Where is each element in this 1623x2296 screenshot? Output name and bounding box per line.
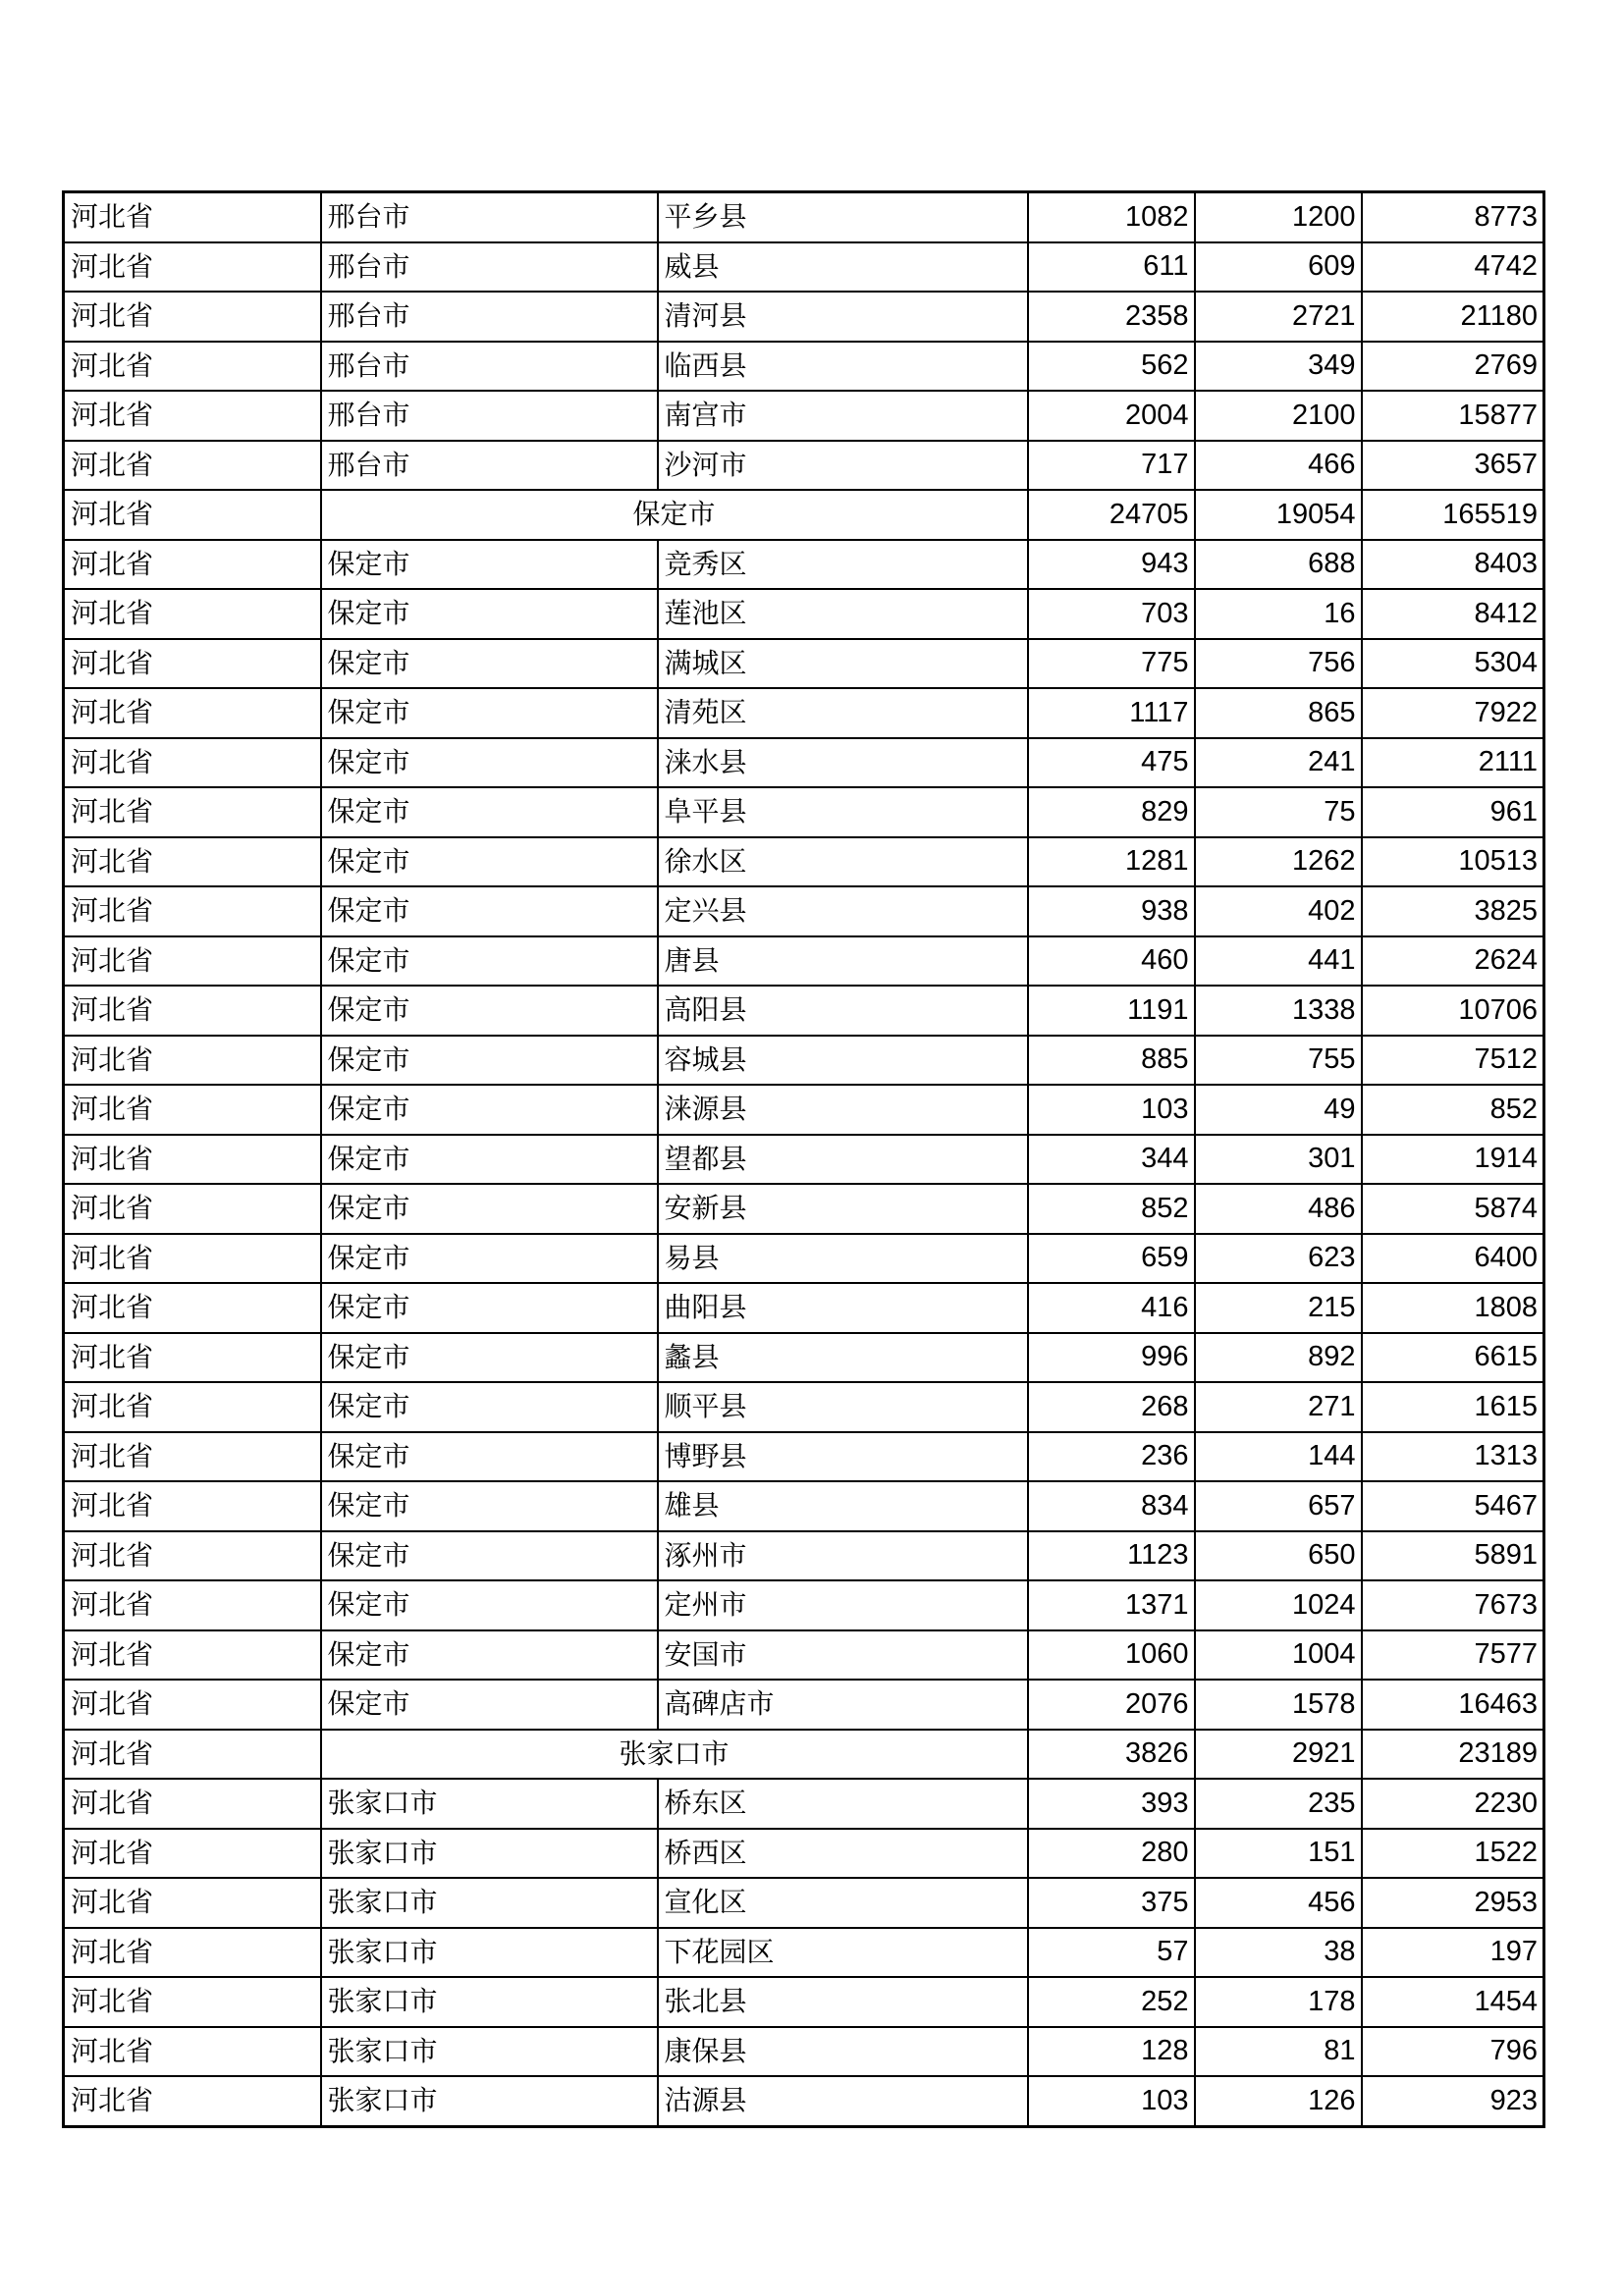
city-cell: 邢台市 (321, 441, 658, 491)
province-cell: 河北省 (64, 342, 321, 392)
table-row (64, 886, 1544, 936)
province-cell: 河北省 (64, 192, 321, 242)
value-cell-1: 3826 (1028, 1730, 1195, 1780)
value-cell-3: 197 (1362, 1928, 1544, 1978)
county-cell: 阜平县 (658, 787, 1028, 837)
value-cell-1: 375 (1028, 1878, 1195, 1928)
city-subtotal-cell: 保定市 (321, 490, 1028, 540)
value-cell-1: 2358 (1028, 292, 1195, 342)
value-cell-1: 475 (1028, 738, 1195, 788)
county-cell: 满城区 (658, 639, 1028, 689)
province-cell: 河北省 (64, 540, 321, 590)
value-cell-1: 996 (1028, 1333, 1195, 1383)
value-cell-2: 301 (1195, 1135, 1362, 1185)
value-cell-2: 688 (1195, 540, 1362, 590)
county-cell: 容城县 (658, 1036, 1028, 1086)
county-cell: 清河县 (658, 292, 1028, 342)
city-cell: 保定市 (321, 1580, 658, 1630)
city-cell: 保定市 (321, 1036, 658, 1086)
province-cell: 河北省 (64, 242, 321, 293)
value-cell-1: 280 (1028, 1829, 1195, 1879)
province-cell: 河北省 (64, 2076, 321, 2126)
value-cell-2: 2921 (1195, 1730, 1362, 1780)
table-row (64, 1036, 1544, 1086)
table-row (64, 1531, 1544, 1581)
value-cell-3: 8773 (1362, 192, 1544, 242)
city-cell: 保定市 (321, 1432, 658, 1482)
province-cell: 河北省 (64, 1829, 321, 1879)
value-cell-3: 5874 (1362, 1184, 1544, 1234)
county-cell: 竞秀区 (658, 540, 1028, 590)
city-cell: 张家口市 (321, 2076, 658, 2126)
value-cell-1: 703 (1028, 589, 1195, 639)
county-cell: 康保县 (658, 2027, 1028, 2077)
value-cell-2: 349 (1195, 342, 1362, 392)
value-cell-1: 1281 (1028, 837, 1195, 887)
value-cell-2: 38 (1195, 1928, 1362, 1978)
province-cell: 河北省 (64, 490, 321, 540)
city-cell: 保定市 (321, 1481, 658, 1531)
table-row (64, 639, 1544, 689)
value-cell-1: 2076 (1028, 1680, 1195, 1730)
value-cell-3: 10513 (1362, 837, 1544, 887)
province-cell: 河北省 (64, 986, 321, 1036)
province-cell: 河北省 (64, 936, 321, 987)
city-cell: 保定市 (321, 837, 658, 887)
value-cell-3: 21180 (1362, 292, 1544, 342)
value-cell-1: 938 (1028, 886, 1195, 936)
city-cell: 邢台市 (321, 192, 658, 242)
value-cell-2: 456 (1195, 1878, 1362, 1928)
city-cell: 邢台市 (321, 242, 658, 293)
value-cell-2: 19054 (1195, 490, 1362, 540)
province-cell: 河北省 (64, 1928, 321, 1978)
county-cell: 唐县 (658, 936, 1028, 987)
city-cell: 张家口市 (321, 1977, 658, 2027)
city-cell: 保定市 (321, 1680, 658, 1730)
county-cell: 涿州市 (658, 1531, 1028, 1581)
value-cell-1: 1082 (1028, 192, 1195, 242)
province-cell: 河北省 (64, 1630, 321, 1681)
table-row (64, 1382, 1544, 1432)
province-cell: 河北省 (64, 639, 321, 689)
table-row (64, 391, 1544, 441)
province-cell: 河北省 (64, 1085, 321, 1135)
value-cell-2: 650 (1195, 1531, 1362, 1581)
province-cell: 河北省 (64, 441, 321, 491)
county-cell: 桥东区 (658, 1779, 1028, 1829)
value-cell-3: 7673 (1362, 1580, 1544, 1630)
city-cell: 邢台市 (321, 391, 658, 441)
table-row (64, 688, 1544, 738)
value-cell-1: 775 (1028, 639, 1195, 689)
value-cell-1: 659 (1028, 1234, 1195, 1284)
county-cell: 雄县 (658, 1481, 1028, 1531)
value-cell-2: 235 (1195, 1779, 1362, 1829)
county-cell: 临西县 (658, 342, 1028, 392)
value-cell-1: 1117 (1028, 688, 1195, 738)
province-cell: 河北省 (64, 1036, 321, 1086)
county-cell: 易县 (658, 1234, 1028, 1284)
value-cell-3: 4742 (1362, 242, 1544, 293)
value-cell-1: 236 (1028, 1432, 1195, 1482)
subtotal-row (64, 1730, 1544, 1780)
table-row (64, 1432, 1544, 1482)
city-subtotal-cell: 张家口市 (321, 1730, 1028, 1780)
value-cell-2: 241 (1195, 738, 1362, 788)
table-row (64, 2027, 1544, 2077)
value-cell-2: 402 (1195, 886, 1362, 936)
value-cell-3: 23189 (1362, 1730, 1544, 1780)
value-cell-2: 623 (1195, 1234, 1362, 1284)
table-row (64, 986, 1544, 1036)
table-row (64, 1184, 1544, 1234)
value-cell-2: 2100 (1195, 391, 1362, 441)
value-cell-1: 460 (1028, 936, 1195, 987)
province-cell: 河北省 (64, 1234, 321, 1284)
value-cell-3: 165519 (1362, 490, 1544, 540)
city-cell: 张家口市 (321, 1779, 658, 1829)
value-cell-1: 128 (1028, 2027, 1195, 2077)
province-cell: 河北省 (64, 1531, 321, 1581)
table-row (64, 1829, 1544, 1879)
city-cell: 保定市 (321, 1135, 658, 1185)
county-cell: 安新县 (658, 1184, 1028, 1234)
value-cell-3: 796 (1362, 2027, 1544, 2077)
province-cell: 河北省 (64, 1680, 321, 1730)
value-cell-3: 5304 (1362, 639, 1544, 689)
value-cell-1: 344 (1028, 1135, 1195, 1185)
value-cell-2: 1338 (1195, 986, 1362, 1036)
value-cell-1: 834 (1028, 1481, 1195, 1531)
value-cell-3: 8403 (1362, 540, 1544, 590)
province-cell: 河北省 (64, 589, 321, 639)
province-cell: 河北省 (64, 292, 321, 342)
value-cell-3: 1615 (1362, 1382, 1544, 1432)
city-cell: 保定市 (321, 1283, 658, 1333)
table-row (64, 540, 1544, 590)
value-cell-1: 268 (1028, 1382, 1195, 1432)
value-cell-1: 885 (1028, 1036, 1195, 1086)
table-row (64, 1333, 1544, 1383)
value-cell-3: 923 (1362, 2076, 1544, 2126)
county-cell: 涞源县 (658, 1085, 1028, 1135)
table-row (64, 2076, 1544, 2126)
value-cell-1: 393 (1028, 1779, 1195, 1829)
province-cell: 河北省 (64, 1878, 321, 1928)
city-cell: 保定市 (321, 986, 658, 1036)
table-row (64, 1977, 1544, 2027)
table-row (64, 441, 1544, 491)
city-cell: 张家口市 (321, 2027, 658, 2077)
value-cell-1: 1191 (1028, 986, 1195, 1036)
city-cell: 保定市 (321, 1085, 658, 1135)
value-cell-2: 49 (1195, 1085, 1362, 1135)
province-cell: 河北省 (64, 2027, 321, 2077)
city-cell: 邢台市 (321, 342, 658, 392)
value-cell-2: 2721 (1195, 292, 1362, 342)
county-cell: 桥西区 (658, 1829, 1028, 1879)
value-cell-2: 1262 (1195, 837, 1362, 887)
county-cell: 下花园区 (658, 1928, 1028, 1978)
value-cell-1: 103 (1028, 2076, 1195, 2126)
value-cell-2: 1004 (1195, 1630, 1362, 1681)
county-cell: 曲阳县 (658, 1283, 1028, 1333)
value-cell-1: 252 (1028, 1977, 1195, 2027)
value-cell-1: 611 (1028, 242, 1195, 293)
province-cell: 河北省 (64, 1333, 321, 1383)
county-cell: 平乡县 (658, 192, 1028, 242)
county-cell: 清苑区 (658, 688, 1028, 738)
city-cell: 保定市 (321, 1333, 658, 1383)
province-cell: 河北省 (64, 837, 321, 887)
table-row (64, 1481, 1544, 1531)
value-cell-3: 7512 (1362, 1036, 1544, 1086)
table-row (64, 1878, 1544, 1928)
value-cell-2: 75 (1195, 787, 1362, 837)
value-cell-2: 151 (1195, 1829, 1362, 1879)
city-cell: 保定市 (321, 738, 658, 788)
data-table (62, 190, 1545, 2128)
value-cell-1: 103 (1028, 1085, 1195, 1135)
value-cell-1: 416 (1028, 1283, 1195, 1333)
province-cell: 河北省 (64, 1481, 321, 1531)
city-cell: 保定市 (321, 688, 658, 738)
province-cell: 河北省 (64, 1283, 321, 1333)
province-cell: 河北省 (64, 738, 321, 788)
county-cell: 顺平县 (658, 1382, 1028, 1432)
value-cell-2: 441 (1195, 936, 1362, 987)
table-row (64, 1680, 1544, 1730)
city-cell: 保定市 (321, 787, 658, 837)
value-cell-2: 81 (1195, 2027, 1362, 2077)
province-cell: 河北省 (64, 391, 321, 441)
county-cell: 蠡县 (658, 1333, 1028, 1383)
value-cell-2: 657 (1195, 1481, 1362, 1531)
subtotal-row (64, 490, 1544, 540)
province-cell: 河北省 (64, 1432, 321, 1482)
county-cell: 安国市 (658, 1630, 1028, 1681)
table-row (64, 738, 1544, 788)
city-cell: 保定市 (321, 1382, 658, 1432)
table-row (64, 787, 1544, 837)
province-cell: 河北省 (64, 787, 321, 837)
county-cell: 沽源县 (658, 2076, 1028, 2126)
province-cell: 河北省 (64, 1135, 321, 1185)
value-cell-2: 1200 (1195, 192, 1362, 242)
value-cell-1: 24705 (1028, 490, 1195, 540)
value-cell-2: 126 (1195, 2076, 1362, 2126)
value-cell-2: 865 (1195, 688, 1362, 738)
table-row (64, 342, 1544, 392)
county-cell: 高碑店市 (658, 1680, 1028, 1730)
county-cell: 高阳县 (658, 986, 1028, 1036)
table-row (64, 1630, 1544, 1681)
table-row (64, 292, 1544, 342)
value-cell-3: 1313 (1362, 1432, 1544, 1482)
province-cell: 河北省 (64, 1779, 321, 1829)
city-cell: 保定市 (321, 886, 658, 936)
county-cell: 威县 (658, 242, 1028, 293)
city-cell: 张家口市 (321, 1928, 658, 1978)
value-cell-3: 852 (1362, 1085, 1544, 1135)
value-cell-2: 271 (1195, 1382, 1362, 1432)
city-cell: 邢台市 (321, 292, 658, 342)
table-row (64, 1928, 1544, 1978)
table-row (64, 1580, 1544, 1630)
county-cell: 沙河市 (658, 441, 1028, 491)
value-cell-2: 1578 (1195, 1680, 1362, 1730)
county-cell: 徐水区 (658, 837, 1028, 887)
city-cell: 保定市 (321, 1531, 658, 1581)
value-cell-2: 892 (1195, 1333, 1362, 1383)
value-cell-2: 755 (1195, 1036, 1362, 1086)
city-cell: 保定市 (321, 639, 658, 689)
table-body (64, 192, 1544, 2127)
province-cell: 河北省 (64, 1184, 321, 1234)
county-cell: 张北县 (658, 1977, 1028, 2027)
county-cell: 南宫市 (658, 391, 1028, 441)
value-cell-3: 2624 (1362, 936, 1544, 987)
value-cell-1: 2004 (1028, 391, 1195, 441)
table-row (64, 837, 1544, 887)
province-cell: 河北省 (64, 1580, 321, 1630)
city-cell: 张家口市 (321, 1878, 658, 1928)
value-cell-1: 852 (1028, 1184, 1195, 1234)
value-cell-3: 2769 (1362, 342, 1544, 392)
table-row (64, 1085, 1544, 1135)
province-cell: 河北省 (64, 1730, 321, 1780)
value-cell-1: 57 (1028, 1928, 1195, 1978)
province-cell: 河北省 (64, 688, 321, 738)
city-cell: 保定市 (321, 540, 658, 590)
value-cell-2: 466 (1195, 441, 1362, 491)
county-cell: 博野县 (658, 1432, 1028, 1482)
value-cell-3: 7922 (1362, 688, 1544, 738)
value-cell-3: 2953 (1362, 1878, 1544, 1928)
city-cell: 保定市 (321, 1234, 658, 1284)
value-cell-1: 562 (1028, 342, 1195, 392)
value-cell-3: 15877 (1362, 391, 1544, 441)
value-cell-3: 3825 (1362, 886, 1544, 936)
value-cell-3: 2230 (1362, 1779, 1544, 1829)
value-cell-3: 6400 (1362, 1234, 1544, 1284)
table-row (64, 1283, 1544, 1333)
city-cell: 保定市 (321, 589, 658, 639)
value-cell-1: 1060 (1028, 1630, 1195, 1681)
value-cell-2: 486 (1195, 1184, 1362, 1234)
value-cell-3: 2111 (1362, 738, 1544, 788)
value-cell-2: 215 (1195, 1283, 1362, 1333)
county-cell: 定兴县 (658, 886, 1028, 936)
table-row (64, 242, 1544, 293)
value-cell-2: 144 (1195, 1432, 1362, 1482)
county-cell: 宣化区 (658, 1878, 1028, 1928)
value-cell-1: 717 (1028, 441, 1195, 491)
value-cell-3: 1808 (1362, 1283, 1544, 1333)
value-cell-3: 5467 (1362, 1481, 1544, 1531)
value-cell-1: 1123 (1028, 1531, 1195, 1581)
value-cell-2: 178 (1195, 1977, 1362, 2027)
value-cell-3: 16463 (1362, 1680, 1544, 1730)
value-cell-1: 1371 (1028, 1580, 1195, 1630)
city-cell: 保定市 (321, 1184, 658, 1234)
province-cell: 河北省 (64, 886, 321, 936)
value-cell-3: 8412 (1362, 589, 1544, 639)
table-row (64, 589, 1544, 639)
value-cell-3: 1522 (1362, 1829, 1544, 1879)
table-row (64, 1779, 1544, 1829)
value-cell-2: 1024 (1195, 1580, 1362, 1630)
province-cell: 河北省 (64, 1382, 321, 1432)
value-cell-2: 609 (1195, 242, 1362, 293)
city-cell: 张家口市 (321, 1829, 658, 1879)
city-cell: 保定市 (321, 936, 658, 987)
table-row (64, 192, 1544, 242)
value-cell-1: 829 (1028, 787, 1195, 837)
county-cell: 莲池区 (658, 589, 1028, 639)
value-cell-3: 1454 (1362, 1977, 1544, 2027)
value-cell-3: 10706 (1362, 986, 1544, 1036)
county-cell: 望都县 (658, 1135, 1028, 1185)
table-row (64, 1234, 1544, 1284)
value-cell-3: 6615 (1362, 1333, 1544, 1383)
table-row (64, 1135, 1544, 1185)
value-cell-3: 961 (1362, 787, 1544, 837)
value-cell-3: 1914 (1362, 1135, 1544, 1185)
value-cell-3: 3657 (1362, 441, 1544, 491)
value-cell-2: 756 (1195, 639, 1362, 689)
city-cell: 保定市 (321, 1630, 658, 1681)
table-row (64, 936, 1544, 987)
county-cell: 定州市 (658, 1580, 1028, 1630)
value-cell-3: 7577 (1362, 1630, 1544, 1681)
county-cell: 涞水县 (658, 738, 1028, 788)
province-cell: 河北省 (64, 1977, 321, 2027)
value-cell-1: 943 (1028, 540, 1195, 590)
value-cell-2: 16 (1195, 589, 1362, 639)
value-cell-3: 5891 (1362, 1531, 1544, 1581)
